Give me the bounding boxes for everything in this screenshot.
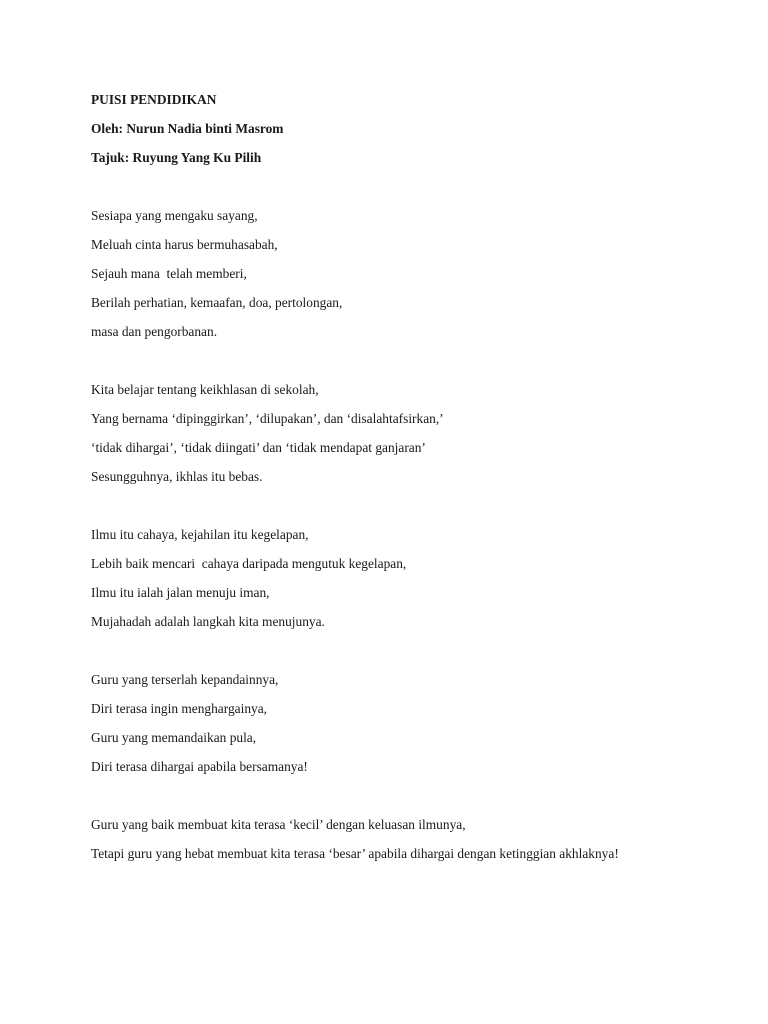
poem-author: Oleh: Nurun Nadia binti Masrom bbox=[91, 121, 284, 136]
poem-line: Guru yang memandaikan pula, bbox=[91, 730, 257, 745]
poem-document bbox=[91, 85, 751, 868]
poem-line: Guru yang baik membuat kita terasa ‘kecil’ dengan keluasan ilmunya, bbox=[91, 817, 466, 832]
poem-line: Mujahadah adalah langkah kita menujunya. bbox=[91, 614, 325, 629]
poem-line: Diri terasa ingin menghargainya, bbox=[91, 701, 268, 716]
poem-line: ‘tidak dihargai’, ‘tidak diingati’ dan ‘tidak mendapat ganjaran’ bbox=[91, 440, 426, 455]
poem-line: Berilah perhatian, kemaafan, doa, pertolongan, bbox=[91, 295, 343, 310]
poem-category: PUISI PENDIDIKAN bbox=[91, 92, 217, 107]
poem-line: Diri terasa dihargai apabila bersamanya! bbox=[91, 759, 308, 774]
poem-line: Lebih baik mencari cahaya daripada mengutuk kegelapan, bbox=[91, 556, 407, 571]
poem-line: Tetapi guru yang hebat membuat kita terasa ‘besar’ apabila dihargai dengan ketinggian akhlaknya! bbox=[91, 846, 619, 861]
poem-line: Guru yang terserlah kepandainnya, bbox=[91, 672, 279, 687]
poem-line: Sesungguhnya, ikhlas itu bebas. bbox=[91, 469, 263, 484]
stanza-3 bbox=[91, 520, 751, 636]
poem-line: Kita belajar tentang keikhlasan di sekolah, bbox=[91, 382, 319, 397]
poem-line: Ilmu itu ialah jalan menuju iman, bbox=[91, 585, 270, 600]
stanza-5 bbox=[91, 810, 751, 868]
poem-title: Tajuk: Ruyung Yang Ku Pilih bbox=[91, 150, 262, 165]
poem-line: Meluah cinta harus bermuhasabah, bbox=[91, 237, 278, 252]
poem-line: Sejauh mana telah memberi, bbox=[91, 266, 247, 281]
poem-line: Ilmu itu cahaya, kejahilan itu kegelapan, bbox=[91, 527, 309, 542]
poem-line: masa dan pengorbanan. bbox=[91, 324, 218, 339]
poem-line: Sesiapa yang mengaku sayang, bbox=[91, 208, 258, 223]
stanza-4 bbox=[91, 665, 751, 781]
stanza-2 bbox=[91, 375, 751, 491]
stanza-1 bbox=[91, 201, 751, 346]
poem-line: Yang bernama ‘dipinggirkan’, ‘dilupakan’, dan ‘disalahtafsirkan,’ bbox=[91, 411, 444, 426]
